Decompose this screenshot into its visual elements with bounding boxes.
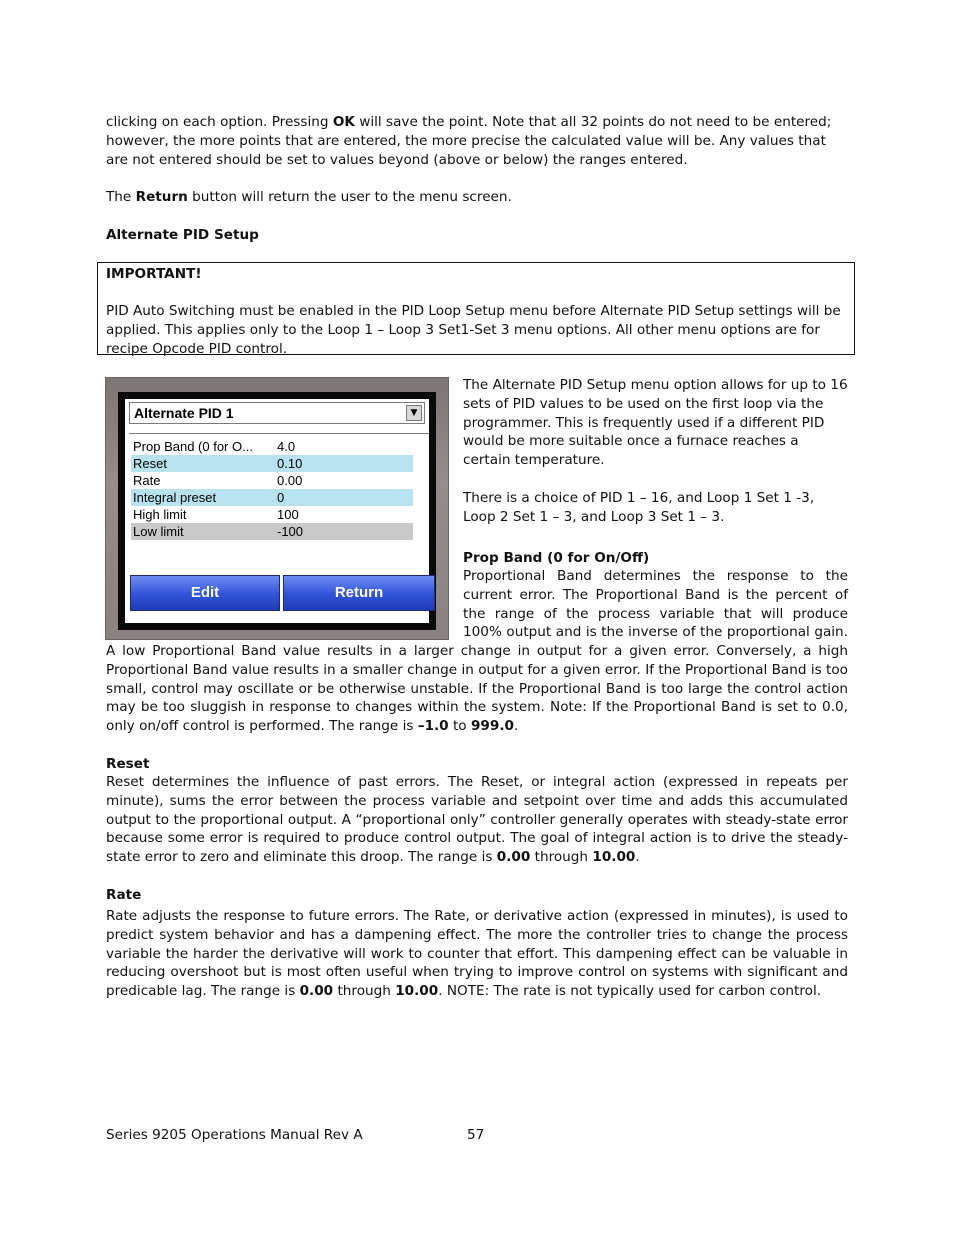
pid-selector-value: Alternate PID 1 xyxy=(134,405,234,421)
return-button[interactable]: Return xyxy=(283,575,435,611)
ok-keyword: OK xyxy=(332,114,355,130)
side-paragraph-2: There is a choice of PID 1 – 16, and Loop 1 Set 1 -3, Loop 2 Set 1 – 3, and Loop 3 Set 1 – 3. xyxy=(463,490,815,525)
prop-band-range-max: 999.0 xyxy=(470,718,514,735)
device-bezel xyxy=(118,392,436,630)
rate-text: Rate adjusts the response to future errors. The Rate, or derivative action (expressed in minutes), is used to predict system behavior and has a dampening effect. The more the controller tries to change the process variable the harder the derivative will work to counter that effort. This dampening effect can be valuable in reducing overshoot but is most often useful when trying to improve control on systems with significant and predicable lag. The range is 0.00 through 10.00. NOTE: The rate is not typically used for carbon control. xyxy=(106,908,848,1000)
list-item[interactable]: Prop Band (0 for O... 4.0 xyxy=(131,438,413,455)
return-paragraph: The Return button will return the user to the menu screen. xyxy=(106,189,512,205)
device-screenshot xyxy=(105,377,449,640)
reset-range-min: 0.00 xyxy=(496,849,531,866)
edit-button[interactable]: Edit xyxy=(130,575,280,611)
reset-heading: Reset xyxy=(106,756,150,772)
section-title: Alternate PID Setup xyxy=(106,227,259,243)
device-screen xyxy=(125,399,429,623)
rate-range-min: 0.00 xyxy=(299,983,334,1000)
prop-band-side-text: Proportional Band determines the response to the current error. The Proportional Band is the percent of the range of the process variable that will produce 100% output and is the inverse of the proportional gain. xyxy=(463,568,848,641)
list-item[interactable]: Low limit -100 xyxy=(131,523,413,540)
important-title: IMPORTANT! xyxy=(106,266,202,282)
chevron-down-icon[interactable]: ▼ xyxy=(406,405,422,421)
rate-heading: Rate xyxy=(106,887,142,903)
important-text: PID Auto Switching must be enabled in the PID Loop Setup menu before Alternate PID Setup settings will be applied. This applies only to the Loop 1 – Loop 3 Set1-Set 3 menu options. All other menu options are for recipe Opcode PID control. xyxy=(106,303,841,357)
pid-selector[interactable] xyxy=(129,402,425,424)
list-item[interactable]: High limit 100 xyxy=(131,506,413,523)
prop-band-text: A low Proportional Band value results in a larger change in output for a given error. Conversely, a high Proportional Band value results in a smaller change in output for a given error. If the Proportional Band is too small, control may oscillate or be otherwise unstable. If the Proportional Band is too large the control action may be too sluggish in response to changes within the system. Note: If the Proportional Band is set to 0.0, only on/off control is performed. The range is –1.0 to 999.0. xyxy=(106,643,848,735)
reset-text: Reset determines the influence of past errors. The Reset, or integral action (expressed in repeats per minute), sums the error between the process variable and setpoint over time and adds this accumulated output to the proportional output. A “proportional only” controller generally operates with steady-state error because some error is required to produce control output. The goal of integral action is to drive the steady-state error to zero and eliminate this droop. The range is 0.00 through 10.00. xyxy=(106,774,848,866)
prop-band-heading: Prop Band (0 for On/Off) xyxy=(463,550,650,566)
footer-manual-title: Series 9205 Operations Manual Rev A xyxy=(106,1127,363,1143)
important-box xyxy=(97,262,855,355)
list-item[interactable]: Integral preset 0 xyxy=(131,489,413,506)
prop-band-range-min: –1.0 xyxy=(417,718,449,735)
return-keyword: Return xyxy=(135,189,188,205)
reset-range-max: 10.00 xyxy=(592,849,636,866)
list-item[interactable]: Reset 0.10 xyxy=(131,455,413,472)
list-item[interactable]: Rate 0.00 xyxy=(131,472,413,489)
footer-page-number: 57 xyxy=(467,1127,485,1143)
device-button-bar xyxy=(125,575,429,613)
side-paragraph-1: The Alternate PID Setup menu option allows for up to 16 sets of PID values to be used on the first loop via the programmer. This is frequently used if a different PID would be more suitable once a furnace reaches a certain temperature. xyxy=(463,377,848,469)
pid-parameter-list xyxy=(129,433,429,544)
rate-range-max: 10.00 xyxy=(395,983,439,1000)
intro-paragraph: clicking on each option. Pressing OK will save the point. Note that all 32 points do not need to be entered; however, the more points that are entered, the more precise the calculated value will be. Any values that are not entered should be set to values beyond (above or below) the ranges entered. xyxy=(106,114,832,168)
